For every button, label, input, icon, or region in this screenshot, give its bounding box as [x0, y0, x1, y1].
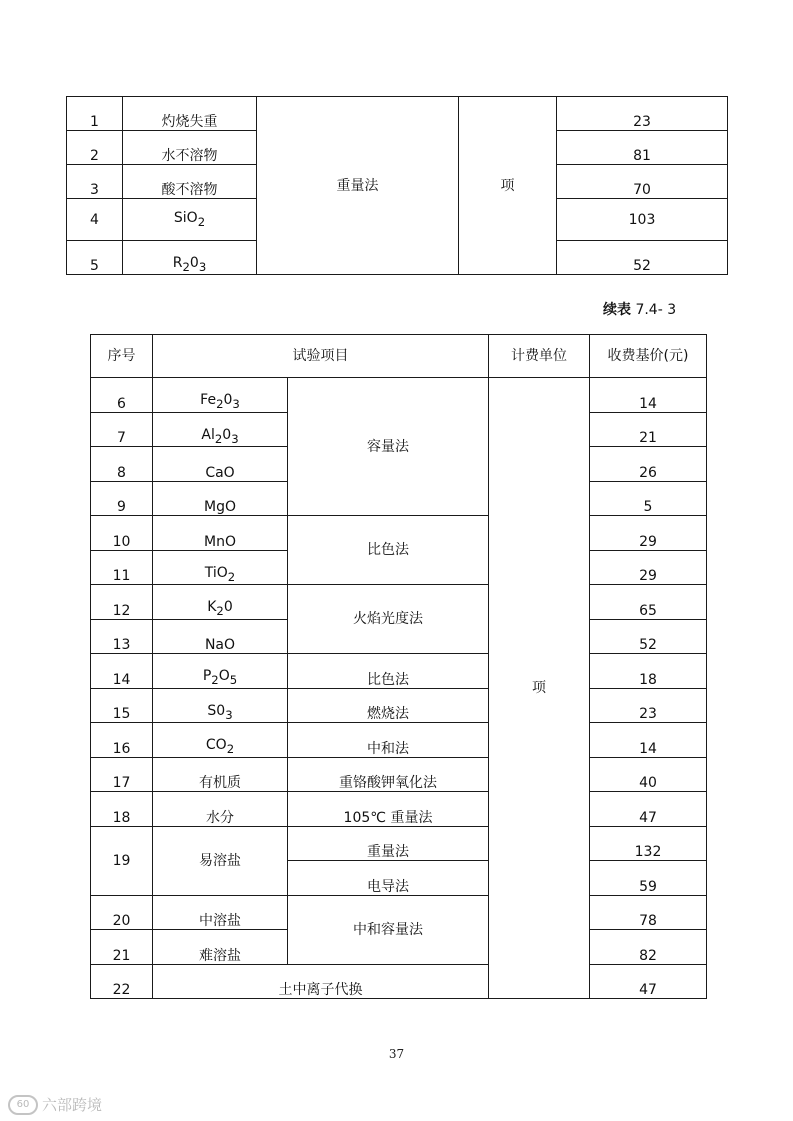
row-number: 4 [67, 199, 123, 241]
price-cell: 132 [590, 826, 707, 861]
price-cell: 65 [590, 585, 707, 620]
price-cell: 81 [557, 131, 728, 165]
row-number: 9 [91, 481, 153, 516]
price-cell: 29 [590, 516, 707, 551]
table-row [91, 964, 707, 999]
method-cell: 火焰光度法 [288, 585, 489, 654]
main-table [90, 334, 707, 999]
test-item: 灼烧失重 [123, 97, 257, 131]
test-item: TiO$_2$ [153, 550, 288, 585]
row-number: 5 [67, 241, 123, 275]
price-cell: 59 [590, 861, 707, 896]
row-number: 7 [91, 412, 153, 447]
test-item: MgO [153, 481, 288, 516]
test-item: CaO [153, 447, 288, 482]
test-item: $P_2O_5$ [153, 654, 288, 689]
table-row [91, 378, 707, 413]
row-number: 16 [91, 723, 153, 758]
price-cell: 23 [590, 688, 707, 723]
test-item: 土中离子代换 [153, 964, 489, 999]
table-caption: 续表 7.4- 3 [603, 302, 677, 318]
row-number: 17 [91, 757, 153, 792]
table-row [91, 688, 707, 723]
price-cell: 5 [590, 481, 707, 516]
row-number: 1 [67, 97, 123, 131]
watermark-text: 六部跨境 [42, 1096, 103, 1114]
price-cell: 14 [590, 378, 707, 413]
page-number: 37 [388, 1047, 405, 1061]
price-cell: 103 [557, 199, 728, 241]
method-cell: 比色法 [288, 516, 489, 585]
method-cell: 重量法 [257, 97, 459, 275]
test-item: $Al_20_3$ [153, 412, 288, 447]
table-row [91, 723, 707, 758]
method-cell: 中和法 [288, 723, 489, 758]
header-unit: 计费单位 [489, 335, 590, 378]
test-item: 有机质 [153, 757, 288, 792]
header-no: 序号 [91, 335, 153, 378]
test-item: $R_20_3$ [123, 241, 257, 275]
test-item: 中溶盐 [153, 895, 288, 930]
price-cell: 78 [590, 895, 707, 930]
method-cell: 105℃ 重量法 [288, 792, 489, 827]
row-number: 18 [91, 792, 153, 827]
method-cell: 燃烧法 [288, 688, 489, 723]
top-table [66, 96, 728, 275]
price-cell: 14 [590, 723, 707, 758]
test-item: 水不溶物 [123, 131, 257, 165]
row-number: 2 [67, 131, 123, 165]
row-number: 15 [91, 688, 153, 723]
header-item: 试验项目 [153, 335, 489, 378]
price-cell: 47 [590, 964, 707, 999]
price-cell: 82 [590, 930, 707, 965]
test-item: NaO [153, 619, 288, 654]
table-row [91, 757, 707, 792]
price-cell: 70 [557, 165, 728, 199]
table-row [91, 585, 707, 620]
method-cell: 中和容量法 [288, 895, 489, 964]
row-number: 8 [91, 447, 153, 482]
method-cell: 重量法 [288, 826, 489, 861]
price-cell: 52 [590, 619, 707, 654]
row-number: 12 [91, 585, 153, 620]
row-number: 10 [91, 516, 153, 551]
price-cell: 21 [590, 412, 707, 447]
price-cell: 29 [590, 550, 707, 585]
test-item: 酸不溶物 [123, 165, 257, 199]
price-cell: 23 [557, 97, 728, 131]
test-item: 易溶盐 [153, 826, 288, 895]
unit-cell: 项 [459, 97, 557, 275]
unit-cell: 项 [489, 378, 590, 999]
table-row [91, 792, 707, 827]
test-item: $S0_3$ [153, 688, 288, 723]
price-cell: 26 [590, 447, 707, 482]
header-row [91, 335, 707, 378]
watermark [8, 1094, 102, 1115]
method-cell: 电导法 [288, 861, 489, 896]
table-row [91, 654, 707, 689]
test-item: SiO$_2$ [123, 199, 257, 241]
row-number: 22 [91, 964, 153, 999]
row-number: 11 [91, 550, 153, 585]
test-item: $CO_2$ [153, 723, 288, 758]
price-cell: 40 [590, 757, 707, 792]
row-number: 3 [67, 165, 123, 199]
row-number: 14 [91, 654, 153, 689]
price-cell: 47 [590, 792, 707, 827]
test-item: $K_20$ [153, 585, 288, 620]
price-cell: 18 [590, 654, 707, 689]
row-number: 20 [91, 895, 153, 930]
test-item: 难溶盐 [153, 930, 288, 965]
method-cell: 容量法 [288, 378, 489, 516]
row-number: 6 [91, 378, 153, 413]
price-cell: 52 [557, 241, 728, 275]
method-cell: 重铬酸钾氧化法 [288, 757, 489, 792]
method-cell: 比色法 [288, 654, 489, 689]
table-row [91, 516, 707, 551]
row-number: 19 [91, 826, 153, 895]
test-item: 水分 [153, 792, 288, 827]
header-price: 收费基价(元) [590, 335, 707, 378]
test-item: MnO [153, 516, 288, 551]
test-item: $Fe_20_3$ [153, 378, 288, 413]
row-number: 21 [91, 930, 153, 965]
table-row [91, 826, 707, 861]
table-row [67, 97, 728, 131]
row-number: 13 [91, 619, 153, 654]
table-row [91, 895, 707, 930]
watermark-logo: 60 [8, 1095, 38, 1115]
